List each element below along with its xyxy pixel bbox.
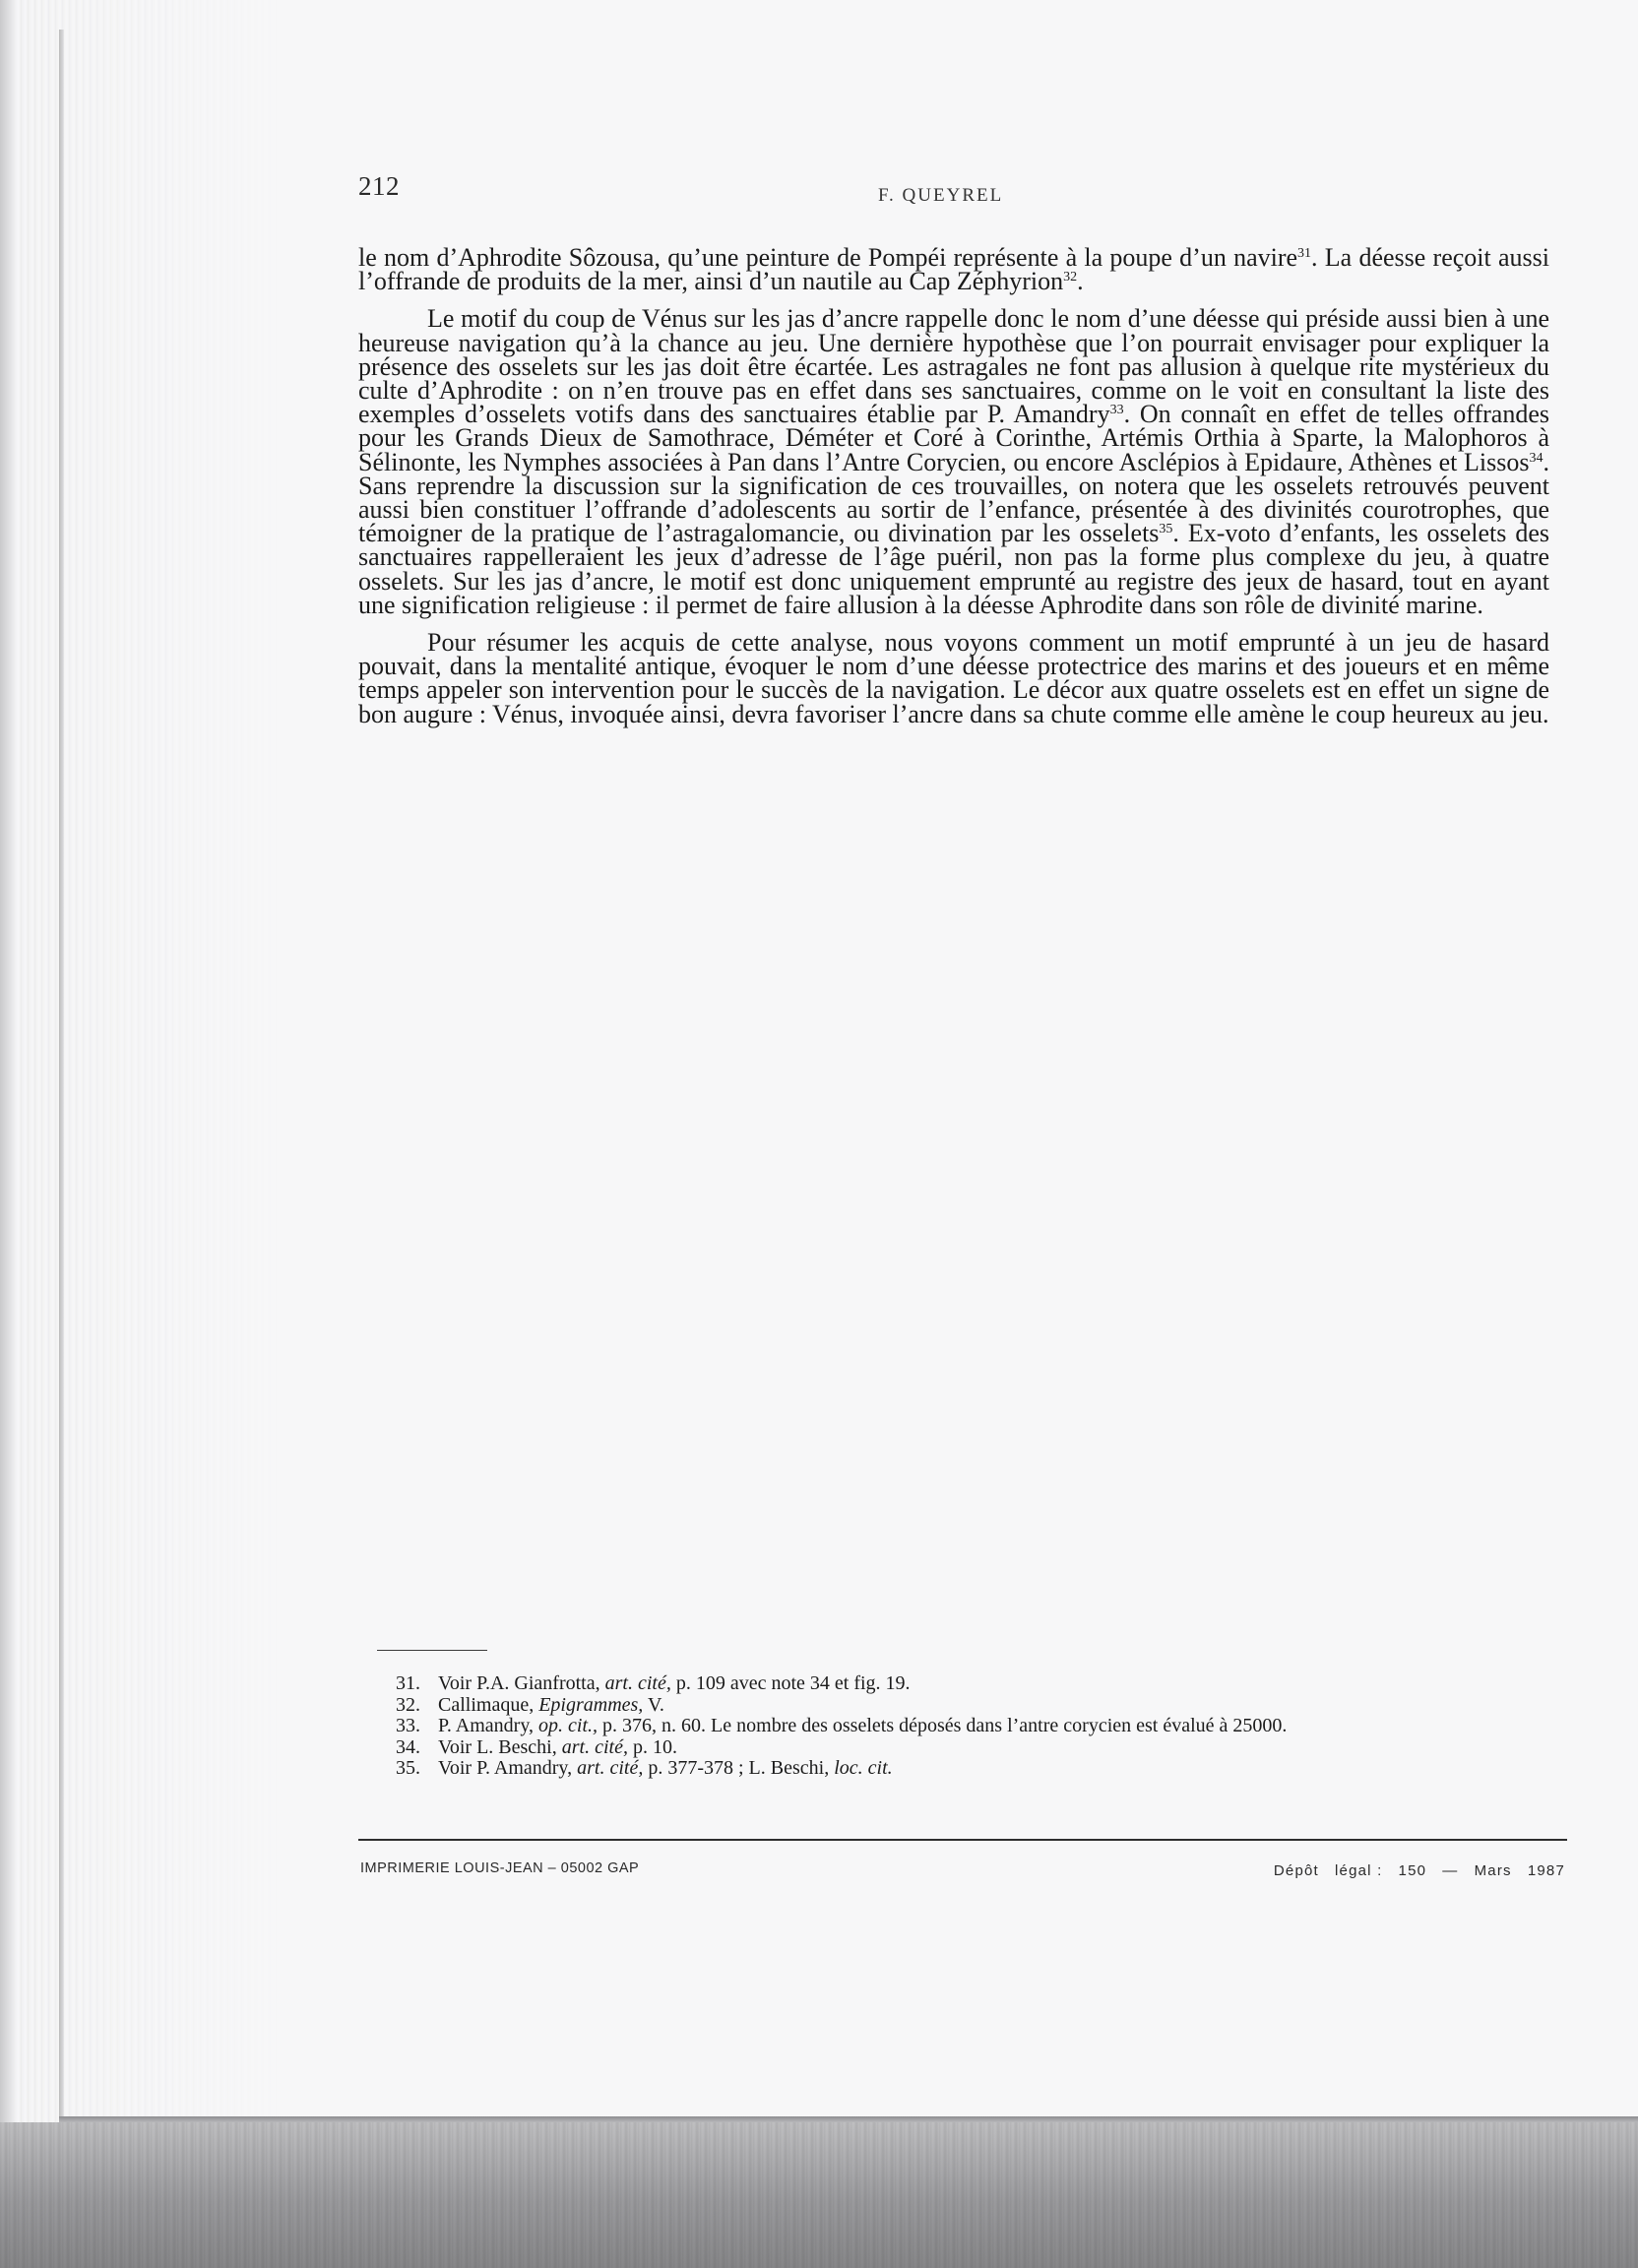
text-run: Pour résumer les acquis de cette analyse, nous voyons comment un motif emprunté à un jeu de hasard pouvait, dans la mentalité antique, évoquer le nom d’une déesse protectrice des marins et des joueurs et en même temps appeler son intervention pour le succès de la navigation. Le décor aux quatre osselets est en effet un signe de bon augure : Vénus, invoquée ainsi, devra favoriser l’ancre dans sa chute comme elle amène le coup heureux au jeu.	[358, 628, 1549, 728]
footnote-text	[438, 1695, 664, 1717]
footnote-item	[377, 1673, 1558, 1695]
footnote-item	[377, 1716, 1558, 1737]
imprint-rule	[358, 1839, 1567, 1841]
text-run: . Ex-voto d’enfants, les osselets des sanctuaires rappelleraient les jeux d’adresse de l’âge puéril, non pas la forme plus complexe du jeu, à quatre osselets. Sur les jas d’ancre, le motif est donc uniquement emprunté au registre des jeux de hasard, tout en ayant une signification religieuse : il permet de faire allusion à la déesse Aphrodite dans son rôle de divinité marine.	[358, 519, 1549, 619]
footnote-run: Voir P.A. Gianfrotta,	[438, 1672, 605, 1694]
footnote-text	[438, 1737, 677, 1759]
page-edge-left	[59, 30, 64, 2120]
footnote-italic: loc. cit.	[834, 1757, 893, 1779]
scan-bottom-band	[0, 2122, 1638, 2268]
footnote-number: 32.	[396, 1693, 420, 1716]
footnote-ref: 31	[1297, 246, 1312, 261]
footnote-run: p. 109 avec note 34 et fig. 19.	[670, 1672, 911, 1694]
paragraph	[358, 304, 1549, 619]
footnote-run: p. 377-378 ; L. Beschi,	[643, 1757, 835, 1779]
text-run: .	[1077, 267, 1084, 296]
footnote-ref: 33	[1109, 403, 1124, 418]
text-run: . On connaît en effet de telles offrandes pour les Grands Dieux de Samothrace, Déméter et Coré à Corinthe, Artémis Orthia à Sparte, la Malophoros à Sélinonte, les Nymphes associées à Pan dans l’Antre Corycien, ou encore Asclépios à Epidaure, Athènes et Lissos	[358, 400, 1549, 476]
footnote-item	[377, 1695, 1558, 1717]
scan-shadow	[0, 0, 295, 2268]
footnote-rule	[377, 1650, 487, 1651]
body-text	[358, 243, 1549, 740]
footnote-text	[438, 1673, 911, 1695]
footnote-text	[438, 1758, 893, 1780]
footnote-number: 34.	[396, 1735, 420, 1758]
text-run: le nom d’Aphrodite Sôzousa, qu’une peinture de Pompéi représente à la poupe d’un navire	[358, 243, 1298, 272]
footnote-italic: art. cité,	[577, 1757, 644, 1779]
paragraph	[358, 243, 1549, 296]
footnotes	[377, 1673, 1558, 1780]
text-run: . La déesse reçoit aussi l’offrande de produits de la mer, ainsi d’un nautile au Cap Zéphyrion	[358, 243, 1549, 296]
footnote-number: 31.	[396, 1672, 420, 1694]
footnote-italic: Epigrammes,	[538, 1693, 644, 1716]
footnote-number: 35.	[396, 1757, 420, 1779]
footnote-italic: op. cit.,	[538, 1715, 598, 1736]
footnote-italic: art. cité,	[604, 1672, 671, 1694]
footnote-item	[377, 1737, 1558, 1759]
footnote-ref: 32	[1063, 270, 1078, 285]
legal-deposit: Dépôt légal : 150 — Mars 1987	[1273, 1862, 1565, 1879]
footnote-run: p. 376, n. 60. Le nombre des osselets déposés dans l’antre corycien est évalué à 25000.	[598, 1715, 1288, 1736]
footnote-number: 33.	[396, 1715, 420, 1736]
text-run: . Sans reprendre la discussion sur la signification de ces trouvailles, on notera que les osselets retrouvés peuvent aussi bien constituer l’offrande d’adolescents au sortir de l’enfance, présentée à des divinités courotrophes, que témoigner de la pratique de l’astragalomancie, ou divination par les osselets	[358, 447, 1549, 548]
footnote-italic: art. cité,	[561, 1735, 628, 1758]
printer-imprint: IMPRIMERIE LOUIS-JEAN – 05002 GAP	[360, 1860, 640, 1876]
footnote-ref: 35	[1159, 522, 1173, 537]
footnote-run: p. 10.	[627, 1735, 677, 1758]
text-run: Le motif du coup de Vénus sur les jas d’ancre rappelle donc le nom d’une déesse qui préside aussi bien à une heureuse navigation qu’à la chance au jeu. Une dernière hypothèse que l’on pourrait envisager pour expliquer la présence des osselets sur les jas doit être écartée. Les astragales ne font pas allusion à quelque rite mystérieux du culte d’Aphrodite : on n’en trouve pas en effet dans ses sanctuaires, comme on le voit en consultant la liste des exemples d’osselets votifs dans des sanctuaires établie par P. Amandry	[358, 304, 1549, 429]
footnote-run: Voir L. Beschi,	[438, 1735, 562, 1758]
footnote-text	[438, 1716, 1287, 1737]
footnote-run: Voir P. Amandry,	[438, 1757, 578, 1779]
footnote-ref: 34	[1529, 450, 1544, 466]
paragraph	[358, 628, 1549, 728]
running-head: F. QUEYREL	[878, 185, 1004, 206]
footnote-run: Callimaque,	[438, 1693, 539, 1716]
page-number: 212	[358, 171, 400, 201]
footnote-run: V.	[643, 1693, 664, 1716]
footnote-item	[377, 1758, 1558, 1780]
footnote-run: P. Amandry,	[438, 1715, 539, 1736]
scan-edge	[0, 0, 14, 2268]
